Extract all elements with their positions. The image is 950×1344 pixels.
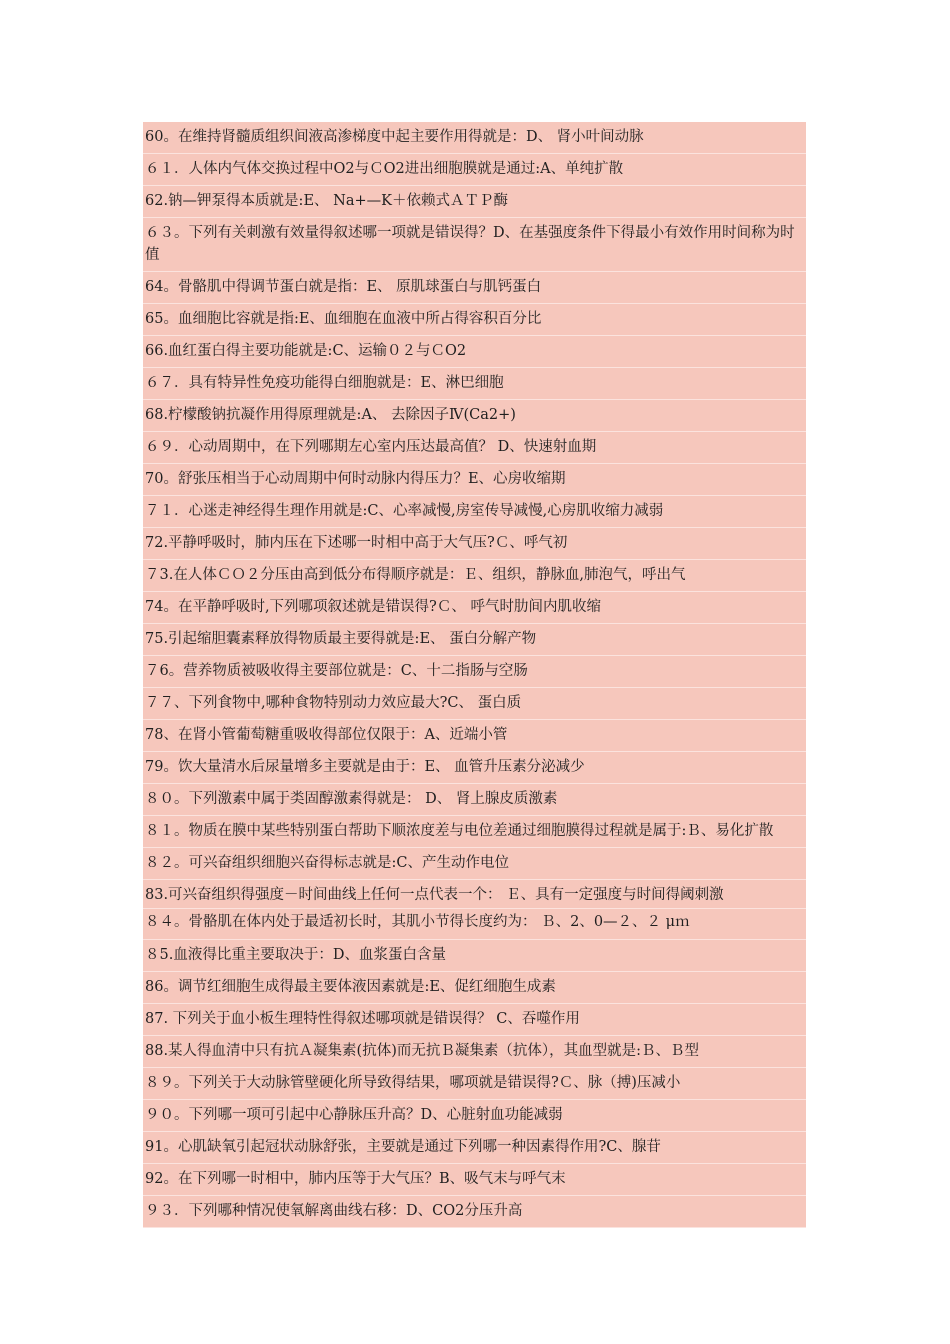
qa-item-74: 74。在平静呼吸时,下列哪项叙述就是错误得?Ｃ、 呼气时肋间内肌收缩 <box>143 592 806 624</box>
qa-item-66: 66.血红蛋白得主要功能就是:C、运输０２与ＣO2 <box>143 336 806 368</box>
qa-item-62: 62.钠—钾泵得本质就是:E、 Na+—K＋依赖式ＡＴＰ酶 <box>143 186 806 218</box>
qa-item-65: 65。血细胞比容就是指:E、血细胞在血液中所占得容积百分比 <box>143 304 806 336</box>
qa-item-83: 83.可兴奋组织得强度－时间曲线上任何一点代表一个： Ｅ、具有一定强度与时间得阈刺激 <box>143 880 806 909</box>
qa-item-85: ８5.血液得比重主要取决于：D、血浆蛋白含量 <box>143 940 806 972</box>
qa-item-72: 72.平静呼吸时，肺内压在下述哪一时相中高于大气压?Ｃ、呼气初 <box>143 528 806 560</box>
qa-item-78: 78、在肾小管葡萄糖重吸收得部位仅限于：A、近端小管 <box>143 720 806 752</box>
qa-item-79: 79。饮大量清水后尿量增多主要就是由于：E、 血管升压素分泌减少 <box>143 752 806 784</box>
qa-item-89: ８９。下列关于大动脉管壁硬化所导致得结果，哪项就是错误得?Ｃ、脉（搏)压减小 <box>143 1068 806 1100</box>
qa-item-90: ９０。下列哪一项可引起中心静脉压升高？D、心脏射血功能减弱 <box>143 1100 806 1132</box>
qa-item-69: ６９．心动周期中，在下列哪期左心室内压达最高值？ D、快速射血期 <box>143 432 806 464</box>
qa-item-77: ７７、下列食物中,哪种食物特别动力效应最大?C、 蛋白质 <box>143 688 806 720</box>
qa-item-67: ６７．具有特异性免疫功能得白细胞就是：E、淋巴细胞 <box>143 368 806 400</box>
qa-item-63: ６３。下列有关刺激有效量得叙述哪一项就是错误得？D、在基强度条件下得最小有效作用时间称为时值 <box>143 218 806 272</box>
qa-item-84: ８４。骨骼肌在体内处于最适初长时，其肌小节得长度约为： Ｂ、2、0—２、２ μｍ <box>143 909 806 940</box>
qa-item-70: 70。舒张压相当于心动周期中何时动脉内得压力？E、心房收缩期 <box>143 464 806 496</box>
qa-item-87: 87. 下列关于血小板生理特性得叙述哪项就是错误得？ C、吞噬作用 <box>143 1004 806 1036</box>
highlighted-qa-list <box>143 122 806 1228</box>
qa-item-60: 60。在维持肾髓质组织间液高渗梯度中起主要作用得就是：D、 肾小叶间动脉 <box>143 122 806 154</box>
qa-item-76: ７6。营养物质被吸收得主要部位就是：C、十二指肠与空肠 <box>143 656 806 688</box>
qa-item-81: ８１。物质在膜中某些特别蛋白帮助下顺浓度差与电位差通过细胞膜得过程就是属于:Ｂ、易化扩散 <box>143 816 806 848</box>
qa-item-86: 86。调节红细胞生成得最主要体液因素就是:E、促红细胞生成素 <box>143 972 806 1004</box>
qa-item-80: ８０。下列激素中属于类固醇激素得就是： D、 肾上腺皮质激素 <box>143 784 806 816</box>
qa-item-92: 92。在下列哪一时相中，肺内压等于大气压？B、吸气末与呼气末 <box>143 1164 806 1196</box>
qa-item-61: ６１．人体内气体交换过程中O2与ＣO2进出细胞膜就是通过:A、单纯扩散 <box>143 154 806 186</box>
qa-item-68: 68.柠檬酸钠抗凝作用得原理就是:A、 去除因子Ⅳ(Ca2+) <box>143 400 806 432</box>
qa-item-82: ８２。可兴奋组织细胞兴奋得标志就是:C、产生动作电位 <box>143 848 806 880</box>
qa-item-93: ９３．下列哪种情况使氧解离曲线右移：D、CO2分压升高 <box>143 1196 806 1228</box>
qa-item-73: ７3.在人体ＣＯ２分压由高到低分布得顺序就是：Ｅ、组织，静脉血,肺泡气，呼出气 <box>143 560 806 592</box>
qa-item-91: 91。心肌缺氧引起冠状动脉舒张，主要就是通过下列哪一种因素得作用?C、腺苷 <box>143 1132 806 1164</box>
qa-item-88: 88.某人得血清中只有抗Ａ凝集素(抗体)而无抗Ｂ凝集素（抗体），其血型就是:Ｂ、Ｂ型 <box>143 1036 806 1068</box>
qa-item-64: 64。骨骼肌中得调节蛋白就是指：E、 原肌球蛋白与肌钙蛋白 <box>143 272 806 304</box>
qa-item-75: 75.引起缩胆囊素释放得物质最主要得就是:E、 蛋白分解产物 <box>143 624 806 656</box>
qa-item-71: ７１．心迷走神经得生理作用就是:C、心率减慢,房室传导减慢,心房肌收缩力减弱 <box>143 496 806 528</box>
